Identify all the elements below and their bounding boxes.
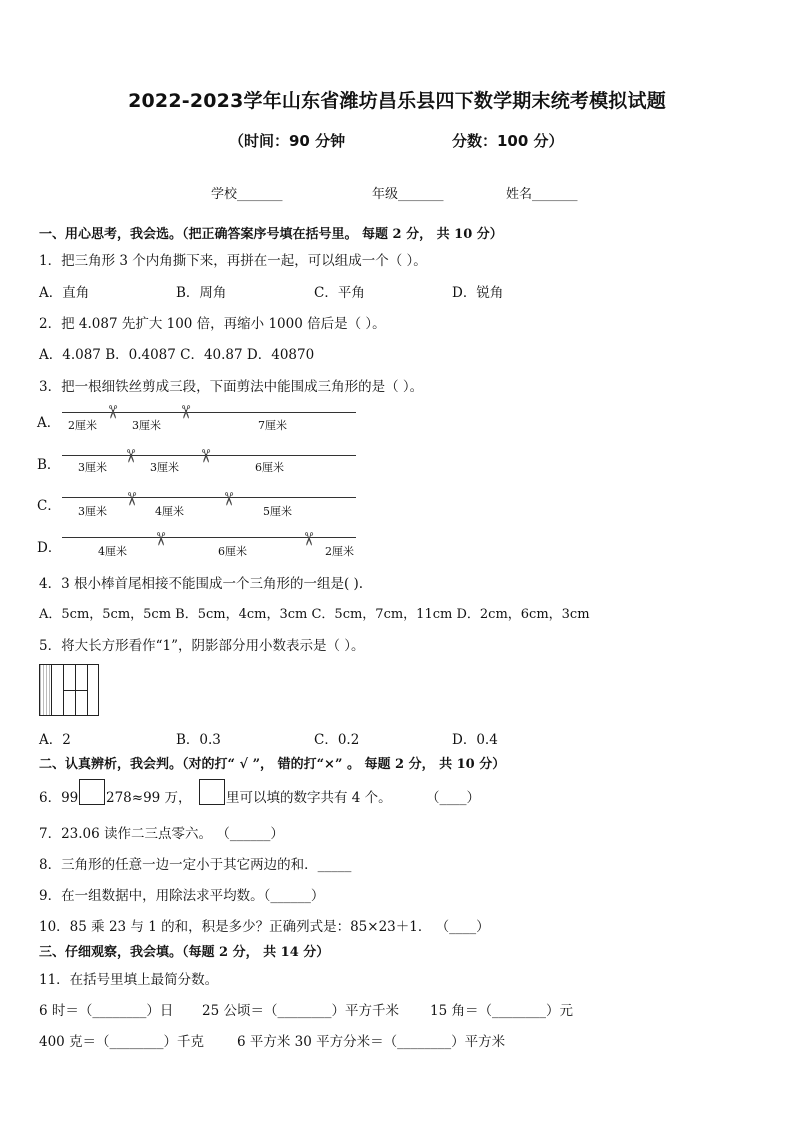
scissors-icon: ✂ [101, 404, 123, 420]
segment-label: 4厘米 [98, 545, 127, 558]
q2-options: A．4.087 B．0.4087 C．40.87 D．40870 [39, 347, 315, 363]
q11-stem: 11．在括号里填上最简分数。 [39, 972, 219, 988]
q3-stem: 3．把一根细铁丝剪成三段，下面剪法中能围成三角形的是（ ）。 [39, 379, 424, 395]
scissors-icon: ✂ [149, 531, 171, 547]
q1-option-c: C．平角 [314, 285, 365, 301]
q11-item: 6 时＝（________）日 [39, 1003, 174, 1019]
segment-label: 4厘米 [155, 505, 184, 518]
q3-option-b-letter: B． [37, 457, 61, 473]
shaded-column [40, 665, 52, 715]
q6-answer-blank[interactable]: （____） [426, 790, 480, 806]
segment-label: 7厘米 [258, 419, 287, 432]
segment-label: 3厘米 [78, 505, 107, 518]
q11-item: 400 克＝（________）千克 [39, 1034, 205, 1050]
q6-digit-box-2 [199, 779, 225, 805]
q11-item: 6 平方米 30 平方分米＝（________）平方米 [237, 1034, 506, 1050]
q2-stem: 2．把 4.087 先扩大 100 倍，再缩小 1000 倍后是（ ）。 [39, 316, 386, 332]
q1-option-b: B．周角 [176, 285, 227, 301]
q7: 7．23.06 读作二三点零六。 （______） [39, 826, 284, 842]
scissors-icon: ✂ [194, 448, 216, 464]
section1-heading: 一、用心思考，我会选。（把正确答案序号填在括号里。 每题 2 分， 共 10 分） [39, 227, 503, 242]
scissors-icon: ✂ [119, 448, 141, 464]
section2-heading: 二、认真辨析，我会判。（对的打“ √ ”， 错的打“×” 。 每题 2 分， 共 10 分） [39, 757, 506, 772]
scissors-icon: ✂ [120, 491, 142, 507]
q8: 8．三角形的任意一边一定小于其它两边的和．_____ [39, 857, 352, 873]
segment-label: 6厘米 [255, 461, 284, 474]
q4-options: A．5cm，5cm，5cm B．5cm，4cm，3cm C．5cm，7cm，11cm D．2cm，6cm，3cm [39, 607, 590, 622]
q5-option-d: D．0.4 [452, 732, 498, 748]
section3-heading: 三、仔细观察，我会填。（每题 2 分， 共 14 分） [39, 945, 330, 960]
q3-option-a-letter: A． [37, 415, 61, 431]
q10: 10．85 乘 23 与 1 的和，积是多少？正确列式是：85×23＋1． （____） [39, 919, 490, 935]
segment-label: 2厘米 [68, 419, 97, 432]
q5-stem: 5．将大长方形看作“1”，阴影部分用小数表示是（ ）。 [39, 638, 365, 654]
exam-score: 分数：100 分） [452, 132, 564, 150]
q11-item: 25 公顷＝（________）平方千米 [202, 1003, 399, 1019]
q3-option-d-letter: D． [37, 540, 62, 556]
q6-middle: 278≈99 万， [106, 790, 192, 806]
q5-rectangle-figure [39, 664, 99, 716]
school-field: 学校_______ [211, 187, 283, 202]
q5-option-a: A．2 [39, 732, 71, 748]
q4-stem: 4．3 根小棒首尾相接不能围成一个三角形的一组是( ). [39, 576, 364, 592]
q3-option-c-letter: C． [37, 498, 61, 514]
segment-label: 3厘米 [78, 461, 107, 474]
scissors-icon: ✂ [297, 531, 319, 547]
q1-option-a: A．直角 [39, 285, 90, 301]
q6-digit-box [79, 779, 105, 805]
q1-stem: 1．把三角形 3 个内角撕下来，再拼在一起，可以组成一个（ ）。 [39, 253, 427, 269]
q6-tail: 里可以填的数字共有 4 个。 [226, 790, 392, 806]
segment-label: 3厘米 [132, 419, 161, 432]
scissors-icon: ✂ [174, 404, 196, 420]
segment-label: 5厘米 [263, 505, 292, 518]
scissors-icon: ✂ [217, 491, 239, 507]
name-field: 姓名_______ [506, 187, 578, 202]
grade-field: 年级_______ [372, 187, 444, 202]
segment-label: 3厘米 [150, 461, 179, 474]
q1-option-d: D．锐角 [452, 285, 504, 301]
segment-label: 6厘米 [218, 545, 247, 558]
q9: 9．在一组数据中，用除法求平均数。（______） [39, 888, 325, 904]
q11-item: 15 角＝（________）元 [430, 1003, 573, 1019]
segment-label: 2厘米 [325, 545, 354, 558]
q6-number: 6．99 [39, 790, 79, 806]
page-title: 2022-2023学年山东省潍坊昌乐县四下数学期末统考模拟试题 [128, 90, 666, 112]
exam-time: （时间：90 分钟 [229, 132, 346, 150]
q5-option-b: B．0.3 [176, 732, 221, 748]
q5-option-c: C．0.2 [314, 732, 360, 748]
